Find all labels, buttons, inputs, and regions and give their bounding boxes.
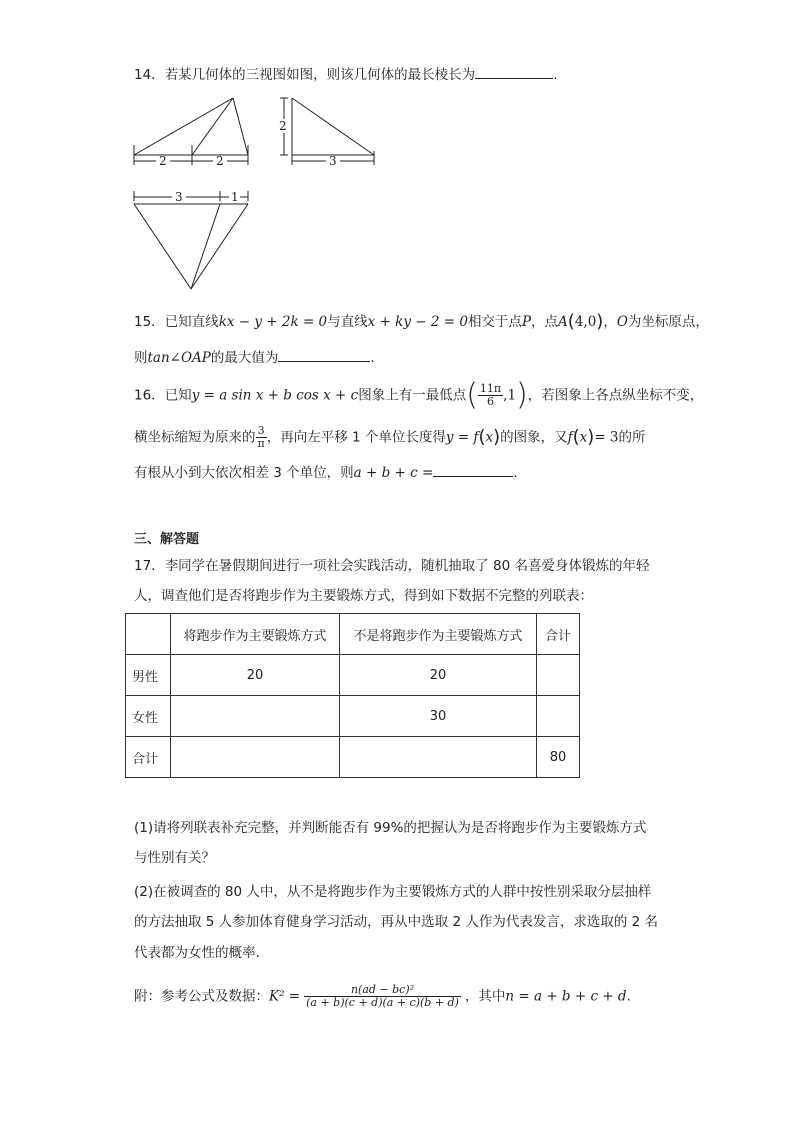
q16-frac-den: 6 bbox=[478, 395, 503, 408]
table-header-cell bbox=[126, 614, 171, 655]
q16-fx-var: x bbox=[485, 429, 494, 446]
q15-text-f: 为坐标原点， bbox=[627, 314, 709, 330]
q16-f2: f bbox=[567, 429, 573, 446]
q17-part1-line1: (1)请将列联表补充完整，并判断能否有 99%的把握认为是否将跑步作为主要锻炼方式 bbox=[134, 820, 647, 836]
table-cell bbox=[171, 696, 340, 737]
q15-number: 15． bbox=[134, 314, 165, 330]
table-cell: 女性 bbox=[126, 696, 171, 737]
q17-part2-line2: 的方法抽取 5 人参加体育健身学习活动，再从中选取 2 人作为代表发言，求选取的 2 名 bbox=[134, 914, 659, 930]
q15-text-e: ， bbox=[603, 314, 617, 330]
q15-line2 bbox=[134, 347, 375, 368]
q16-line1: 16．已知y = a sin x + b cos x + c图象上有一最低点( $\frac{11\pi}{6}$ ,1)，若图象上各点纵坐标不变， bbox=[134, 377, 704, 413]
q15-point-p: P bbox=[521, 314, 532, 330]
q17-line2: 人，调查他们是否将跑步作为主要锻炼方式，得到如下数据不完整的列联表： bbox=[134, 588, 593, 604]
q15-origin: O bbox=[616, 314, 628, 330]
q15-text-g: 则 bbox=[134, 350, 148, 366]
table-row bbox=[126, 737, 580, 778]
q16-end: . bbox=[513, 465, 518, 481]
q16-line2: 横坐标缩短为原来的 $\frac{3}{\pi}$ ，再向左平移 1 个单位长度得y = f(x)的图象，又f(x)= 3的所 bbox=[134, 424, 646, 450]
q15-line1: 15．已知直线kx − y + 2k = 0与直线x + ky − 2 = 0相交于点P，点A(4,0)，O为坐标原点， bbox=[134, 311, 709, 332]
side-dim-base: 3 bbox=[329, 154, 337, 168]
q17-ref-mid: ，其中 bbox=[464, 988, 506, 1005]
table-cell bbox=[537, 655, 580, 696]
front-dim-left: 2 bbox=[159, 154, 167, 168]
table-cell bbox=[340, 737, 537, 778]
table-cell: 男性 bbox=[126, 655, 171, 696]
q17-formula-frac bbox=[304, 984, 461, 1009]
table-row bbox=[126, 655, 580, 696]
q15-text-h: 的最大值为 bbox=[210, 350, 279, 366]
q17-part1-line2: 与性别有关？ bbox=[134, 850, 215, 866]
q16-text-c: ，若图象上各点纵坐标不变， bbox=[527, 387, 704, 404]
q15-end: . bbox=[370, 350, 375, 366]
q15-tan-expr: tan∠OAP bbox=[147, 350, 211, 366]
q14-line bbox=[134, 64, 557, 85]
q16-answer-blank[interactable] bbox=[433, 462, 513, 477]
q16-expr: y = a sin x + b cos x + c bbox=[191, 387, 359, 404]
table-cell: 30 bbox=[340, 696, 537, 737]
q17-text-1: 李同学在暑假期间进行一项社会实践活动，随机抽取了 80 名喜爱身体锻炼的年轻 bbox=[164, 558, 650, 574]
front-dim-right: 2 bbox=[216, 154, 224, 168]
table-header-cell: 将跑步作为主要锻炼方式 bbox=[171, 614, 340, 655]
table-cell: 80 bbox=[537, 737, 580, 778]
q17-part2-line3: 代表都为女性的概率. bbox=[134, 945, 260, 961]
q16-ratio-den: π bbox=[257, 437, 265, 450]
three-view-figure bbox=[0, 85, 794, 395]
q16-text-f: 的图象，又 bbox=[500, 429, 568, 446]
q15-point-a: A bbox=[558, 314, 568, 330]
q17-k2: K² = bbox=[269, 988, 301, 1005]
q16-text-d: 横坐标缩短为原来的 bbox=[134, 429, 256, 446]
q15-eq2: x + ky − 2 = 0 bbox=[367, 314, 468, 330]
q14-end: . bbox=[553, 67, 558, 83]
q16-text-e: ，再向左平移 1 个单位长度得 bbox=[266, 429, 446, 446]
q15-text-d: ，点 bbox=[531, 314, 559, 330]
table-header-row bbox=[126, 614, 580, 655]
side-dim-height: 2 bbox=[279, 119, 287, 133]
q16-ratio-frac bbox=[256, 425, 267, 450]
contingency-table bbox=[125, 613, 580, 778]
table-cell bbox=[537, 696, 580, 737]
top-view bbox=[134, 191, 248, 289]
q15-text-c: 相交于点 bbox=[467, 314, 522, 330]
q14-answer-blank[interactable] bbox=[475, 64, 553, 79]
table-cell: 20 bbox=[171, 655, 340, 696]
q17-part2-line1: (2)在被调查的 80 人中，从不是将跑步作为主要锻炼方式的人群中按性别采取分层抽样 bbox=[134, 884, 652, 900]
q16-text-a: 已知 bbox=[164, 387, 192, 404]
side-view bbox=[280, 98, 374, 165]
q17-number: 17． bbox=[134, 558, 165, 574]
q17-formula-num: n(ad − bc)² bbox=[350, 983, 415, 996]
q16-text-h: 有根从小到大依次相差 3 个单位，则 bbox=[134, 465, 354, 481]
q14-text: 若某几何体的三视图如图，则该几何体的最长棱长为 bbox=[164, 67, 476, 83]
q15-answer-blank[interactable] bbox=[278, 347, 370, 362]
table-cell: 20 bbox=[340, 655, 537, 696]
section-title: 三、解答题 bbox=[134, 532, 200, 547]
q15-text-b: 与直线 bbox=[327, 314, 368, 330]
q15-text-a: 已知直线 bbox=[164, 314, 219, 330]
q15-eq1: kx − y + 2k = 0 bbox=[218, 314, 328, 330]
q16-text-g: 的所 bbox=[618, 429, 646, 446]
q15-point-a-coords: 4,0 bbox=[574, 314, 597, 330]
q16-point-y: ,1 bbox=[503, 387, 517, 404]
q16-sum: a + b + c = bbox=[353, 465, 434, 481]
q16-text-b: 图象上有一最低点 bbox=[358, 387, 467, 404]
table-header-cell: 合计 bbox=[537, 614, 580, 655]
q17-end: . bbox=[626, 988, 631, 1005]
table-cell: 合计 bbox=[126, 737, 171, 778]
q17-line1 bbox=[134, 556, 649, 576]
q17-ref-label: 附：参考公式及数据： bbox=[134, 988, 269, 1005]
q16-frac-num: 11π bbox=[479, 382, 502, 395]
q16-f2-eq: = 3 bbox=[594, 429, 619, 446]
q16-line3 bbox=[134, 462, 518, 483]
table-header-cell: 不是将跑步作为主要锻炼方式 bbox=[340, 614, 537, 655]
q17-n-eq: n = a + b + c + d bbox=[505, 988, 627, 1005]
front-view bbox=[134, 98, 248, 165]
q16-f2-var: x bbox=[579, 429, 588, 446]
table-cell bbox=[171, 737, 340, 778]
q17-reference bbox=[134, 984, 631, 1009]
q16-fx-eq: y = f bbox=[445, 429, 479, 446]
q16-ratio-num: 3 bbox=[257, 424, 265, 437]
q16-number: 16． bbox=[134, 387, 165, 404]
top-dim-right: 1 bbox=[231, 190, 239, 204]
table-row bbox=[126, 696, 580, 737]
q17-formula-den: (a + b)(c + d)(a + c)(b + d) bbox=[306, 996, 459, 1009]
top-dim-left: 3 bbox=[175, 190, 183, 204]
q16-point-x-frac bbox=[478, 383, 503, 408]
q14-number: 14． bbox=[134, 67, 165, 83]
